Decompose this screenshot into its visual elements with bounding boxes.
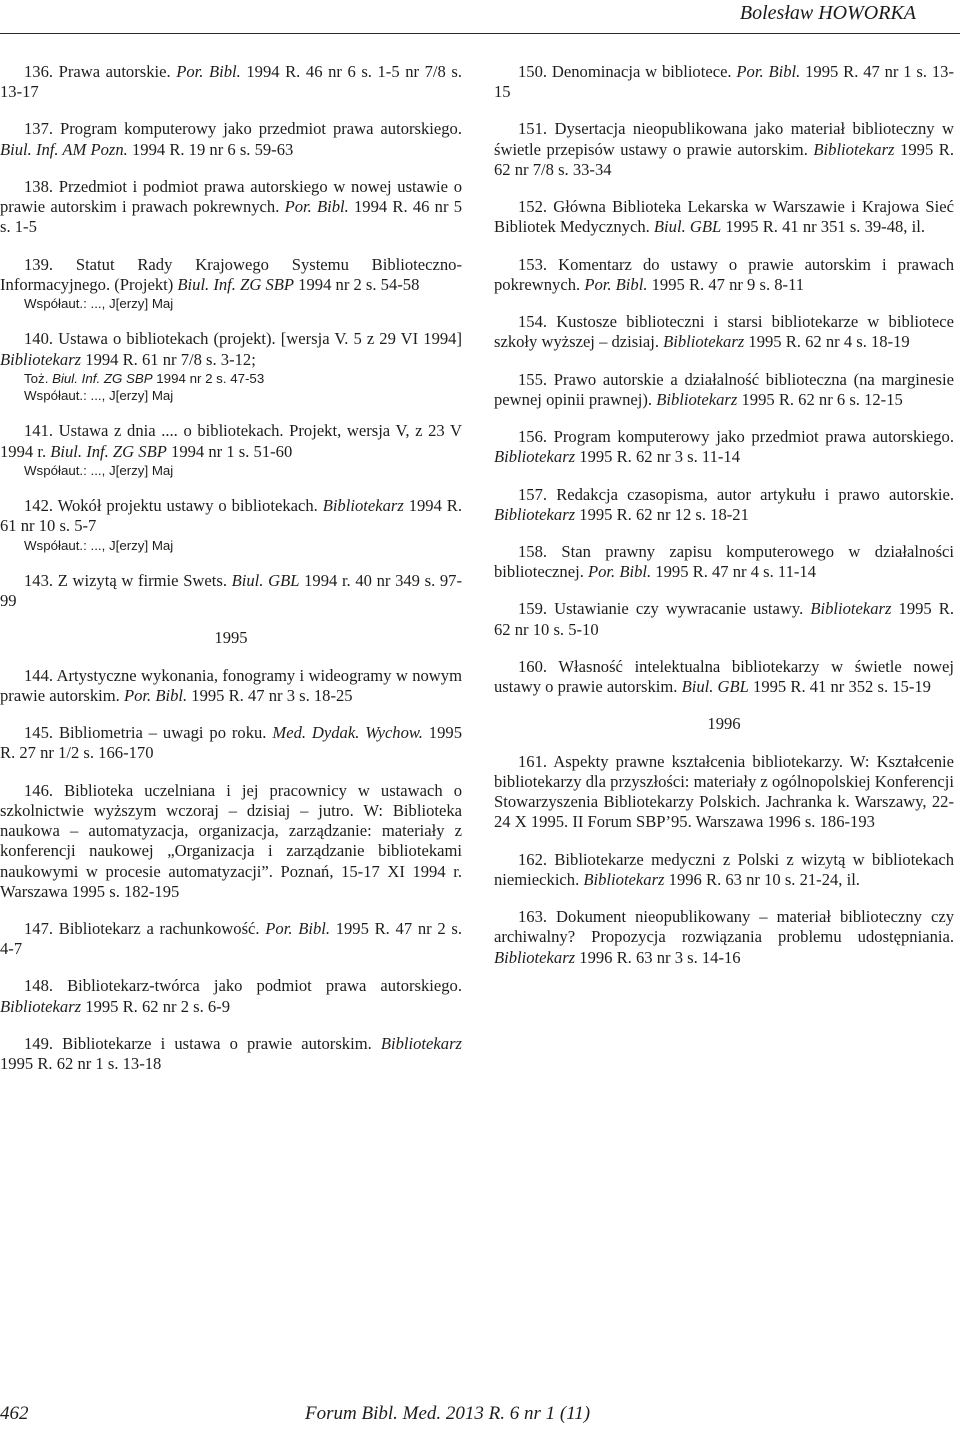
journal-title: Por. Bibl.	[584, 274, 648, 294]
bib-entry-149	[0, 1034, 462, 1074]
entry-citation: 1994 R. 46 nr 6 s. 1-5 nr 7/8 s. 13-17	[0, 62, 462, 102]
entry-citation: 1995 R. 47 nr 4 s. 11-14	[651, 562, 817, 582]
entry-text: 153. Komentarz do ustawy o prawie autorskim i prawach pokrewnych.	[494, 254, 954, 294]
entry-citation: 1994 r. 40 nr 349 s. 97-99	[0, 570, 462, 611]
bib-entry-155	[494, 370, 954, 410]
journal-footer: Forum Bibl. Med. 2013 R. 6 nr 1 (11)	[305, 1403, 591, 1424]
bib-entry-143	[0, 571, 462, 611]
page-footer	[0, 1397, 960, 1433]
bib-entry-141	[0, 421, 462, 479]
bib-entry-160	[494, 657, 954, 697]
journal-title: Bibliotekarz	[663, 332, 745, 352]
entry-citation: 1995 R. 62 nr 1 s. 13-18	[0, 1054, 162, 1074]
entry-text: 163. Dokument nieopublikowany – materiał biblioteczny czy archiwalny? Propozycja rozwiązania problemu udostępniania.	[494, 907, 954, 947]
header-rule	[0, 33, 960, 34]
bib-entry-146	[0, 781, 462, 902]
entry-citation: 1995 R. 47 nr 2 s. 4-7	[0, 918, 462, 959]
journal-title: Biul. Inf. AM Pozn.	[0, 139, 128, 159]
bib-entry-150	[494, 62, 954, 102]
entry-text: 160. Własność intelektualna bibliotekarzy w świetle nowej ustawy o prawie autorskim.	[494, 656, 954, 697]
entry-text: 145. Bibliometria – uwagi po roku.	[24, 723, 273, 743]
bib-entry-152	[494, 197, 954, 237]
journal-title: Bibliotekarz	[494, 504, 576, 524]
journal-title: Med. Dydak. Wychow.	[272, 723, 423, 743]
journal-title: Bibliotekarz	[0, 996, 82, 1016]
entry-citation: 1994 R. 46 nr 5 s. 1-5	[0, 197, 462, 237]
journal-title: Biul. Inf. ZG SBP	[52, 370, 153, 386]
entry-text: 139. Statut Rady Krajowego Systemu Biblioteczno-Informacyjnego. (Projekt)	[0, 254, 462, 294]
journal-title: Biul. GBL	[681, 677, 749, 697]
entry-citation: 1995 R. 62 nr 3 s. 11-14	[575, 447, 740, 467]
bib-entry-156	[494, 427, 954, 467]
entry-citation: 1995 R. 41 nr 351 s. 39-48, il.	[721, 217, 925, 237]
journal-title: Biul. Inf. ZG SBP	[177, 274, 295, 294]
entry-citation: 1996 R. 63 nr 10 s. 21-24, il.	[664, 869, 860, 889]
entry-text: 138. Przedmiot i podmiot prawa autorskiego w nowej ustawie o prawie autorskim i prawach pokrewnych.	[0, 176, 462, 217]
entry-citation: 1995 R. 62 nr 10 s. 5-10	[494, 599, 955, 639]
journal-title: Bibliotekarz	[494, 947, 576, 967]
entry-citation: 1995 R. 62 nr 6 s. 12-15	[737, 389, 903, 409]
journal-title: Bibliotekarz	[322, 496, 404, 516]
journal-title: Por. Bibl.	[176, 62, 241, 81]
bib-entry-144	[0, 666, 462, 706]
bib-entry-154	[494, 312, 954, 352]
entry-text: 154. Kustosze biblioteczni i starsi bibliotekarze w bibliotece szkoły wyższej – dzisiaj.	[494, 312, 954, 352]
bib-entry-148	[0, 976, 462, 1016]
entry-text: 148. Bibliotekarz-twórca jako podmiot prawa autorskiego.	[24, 976, 462, 996]
entry-text: 152. Główna Biblioteka Lekarska w Warszawie i Krajowa Sieć Bibliotek Medycznych.	[494, 197, 954, 237]
bib-entry-137	[0, 119, 462, 159]
page-number: 462	[0, 1403, 29, 1424]
entry-citation: 1996 R. 63 nr 3 s. 14-16	[575, 947, 741, 967]
journal-title: Bibliotekarz	[380, 1033, 462, 1053]
bib-entry-142	[0, 496, 462, 554]
entry-citation: 1994 nr 1 s. 51-60	[166, 441, 293, 461]
entry-text: 137. Program komputerowy jako przedmiot prawa autorskiego.	[24, 119, 462, 139]
entry-text: 155. Prawo autorskie a działalność biblioteczna (na marginesie pewnej opinii prawnej).	[494, 369, 954, 409]
entry-citation: 1994 R. 19 nr 6 s. 59-63	[127, 139, 294, 159]
bib-entry-161	[494, 752, 954, 833]
bib-entry-147	[0, 919, 462, 959]
bib-entry-153	[494, 255, 954, 295]
entry-citation: 1995 R. 62 nr 2 s. 6-9	[81, 996, 231, 1016]
journal-title: Biul. GBL	[231, 570, 300, 590]
bib-entry-136	[0, 62, 462, 102]
coauthor-note: Współaut.: ..., J[erzy] Maj	[24, 462, 174, 478]
journal-title: Por. Bibl.	[736, 62, 801, 81]
bib-entry-145	[0, 723, 462, 763]
entry-text: 149. Bibliotekarze i ustawa o prawie autorskim.	[24, 1033, 381, 1053]
entry-citation: 1994 R. 61 nr 10 s. 5-7	[0, 496, 462, 536]
bib-entry-138	[0, 177, 462, 238]
entry-text: 151. Dysertacja nieopublikowana jako materiał biblioteczny w świetle przepisów ustawy o prawie autorskim.	[494, 119, 954, 159]
entry-text: 157. Redakcja czasopisma, autor artykułu i prawo autorskie.	[518, 484, 954, 504]
entry-citation: 1995 R. 47 nr 1 s. 13-15	[494, 62, 954, 102]
entry-citation: 1995 R. 47 nr 3 s. 18-25	[187, 685, 353, 705]
journal-title: Por. Bibl.	[284, 197, 349, 217]
coauthor-note: Współaut.: ..., J[erzy] Maj	[24, 296, 174, 312]
entry-citation: 1994 nr 2 s. 54-58	[294, 274, 420, 294]
journal-title: Por. Bibl.	[265, 918, 330, 938]
entry-citation: 1995 R. 62 nr 7/8 s. 33-34	[494, 139, 955, 179]
bib-entry-162	[494, 850, 954, 890]
entry-text: 140. Ustawa o bibliotekach (projekt). [wersja V. 5 z 29 VI 1994]	[24, 329, 462, 349]
year-heading-1996: 1996	[707, 714, 741, 734]
entry-text: 162. Bibliotekarze medyczni z Polski z wizytą w bibliotekach niemieckich.	[494, 849, 954, 889]
entry-text: 141. Ustawa z dnia .... o bibliotekach. Projekt, wersja V, z 23 V 1994 r.	[0, 421, 462, 461]
entry-text: 142. Wokół projektu ustawy o bibliotekach.	[24, 496, 323, 516]
entry-citation: 1995 R. 47 nr 9 s. 8-11	[647, 274, 805, 294]
entry-text: 147. Bibliotekarz a rachunkowość.	[24, 918, 266, 938]
year-heading-1995: 1995	[214, 628, 248, 648]
entry-text: 158. Stan prawny zapisu komputerowego w działalności bibliotecznej.	[494, 541, 954, 582]
page-header	[0, 0, 960, 36]
left-column	[0, 62, 462, 1091]
bib-entry-140	[0, 329, 462, 404]
reprint-note	[0, 370, 462, 387]
entry-citation: 1994 R. 61 nr 7/8 s. 3-12;	[81, 349, 256, 369]
entry-citation: 1994 nr 2 s. 47-53	[152, 370, 265, 386]
entry-citation: 1995 R. 27 nr 1/2 s. 166-170	[0, 723, 462, 763]
journal-title: Biul. Inf. ZG SBP	[50, 441, 167, 461]
journal-title: Bibliotekarz	[583, 869, 665, 889]
entry-text: 143. Z wizytą w firmie Swets.	[24, 570, 232, 590]
bib-entry-158	[494, 542, 954, 582]
bib-entry-163	[494, 907, 954, 968]
bib-entry-157	[494, 485, 954, 525]
journal-title: Biul. GBL	[653, 217, 722, 237]
journal-title: Bibliotekarz	[813, 139, 895, 159]
entry-text: 150. Denominacja w bibliotece.	[518, 62, 737, 81]
journal-title: Bibliotekarz	[810, 599, 892, 619]
journal-title: Por. Bibl.	[123, 685, 188, 705]
coauthor-note: Współaut.: ..., J[erzy] Maj	[24, 388, 174, 404]
entry-citation: 1995 R. 41 nr 352 s. 15-19	[748, 677, 931, 697]
entry-text: 136. Prawa autorskie.	[24, 62, 177, 81]
entry-text: 144. Artystyczne wykonania, fonogramy i wideogramy w nowym prawie autorskim.	[0, 665, 462, 705]
journal-title: Bibliotekarz	[656, 389, 738, 409]
right-column	[494, 62, 954, 985]
bib-entry-139	[0, 255, 462, 313]
bib-entry-159	[494, 599, 954, 639]
entry-text: 146. Biblioteka uczelniana i jej pracownicy w ustawach o szkolnictwie wyższym wczoraj – dzisiaj – jutro. W: Biblioteka naukowa – automatyzacja, organizacja, zarządzanie: materiały z konferencji naukowej „Organizacja i zarządzanie bibliotekami naukowymi w procesie automatyzacji”. Poznań, 15-17 XI 1994 r. Warszawa 1995 s. 182-195	[0, 780, 462, 901]
coauthor-note: Współaut.: ..., J[erzy] Maj	[24, 537, 174, 553]
entry-text: 159. Ustawianie czy wywracanie ustawy.	[518, 599, 811, 619]
entry-text: 156. Program komputerowy jako przedmiot prawa autorskiego.	[518, 427, 954, 447]
journal-title: Bibliotekarz	[494, 447, 576, 467]
header-author: Bolesław HOWORKA	[739, 2, 916, 24]
reprint-label: Toż.	[24, 370, 53, 386]
bib-entry-151	[494, 119, 954, 180]
journal-title: Por. Bibl.	[588, 562, 652, 582]
entry-text: 161. Aspekty prawne kształcenia bibliotekarzy. W: Kształcenie bibliotekarzy dla przyszłości: materiały z ogólnopolskiej Konferencji Stowarzyszenia Bibliotekarzy Polskich. Jachranka k. Warszawy, 22-24 X 1995. II Forum SBP’95. Warszawa 1996 s. 186-193	[494, 751, 954, 832]
journal-title: Bibliotekarz	[0, 349, 82, 369]
entry-citation: 1995 R. 62 nr 4 s. 18-19	[744, 332, 910, 352]
entry-citation: 1995 R. 62 nr 12 s. 18-21	[575, 504, 749, 524]
